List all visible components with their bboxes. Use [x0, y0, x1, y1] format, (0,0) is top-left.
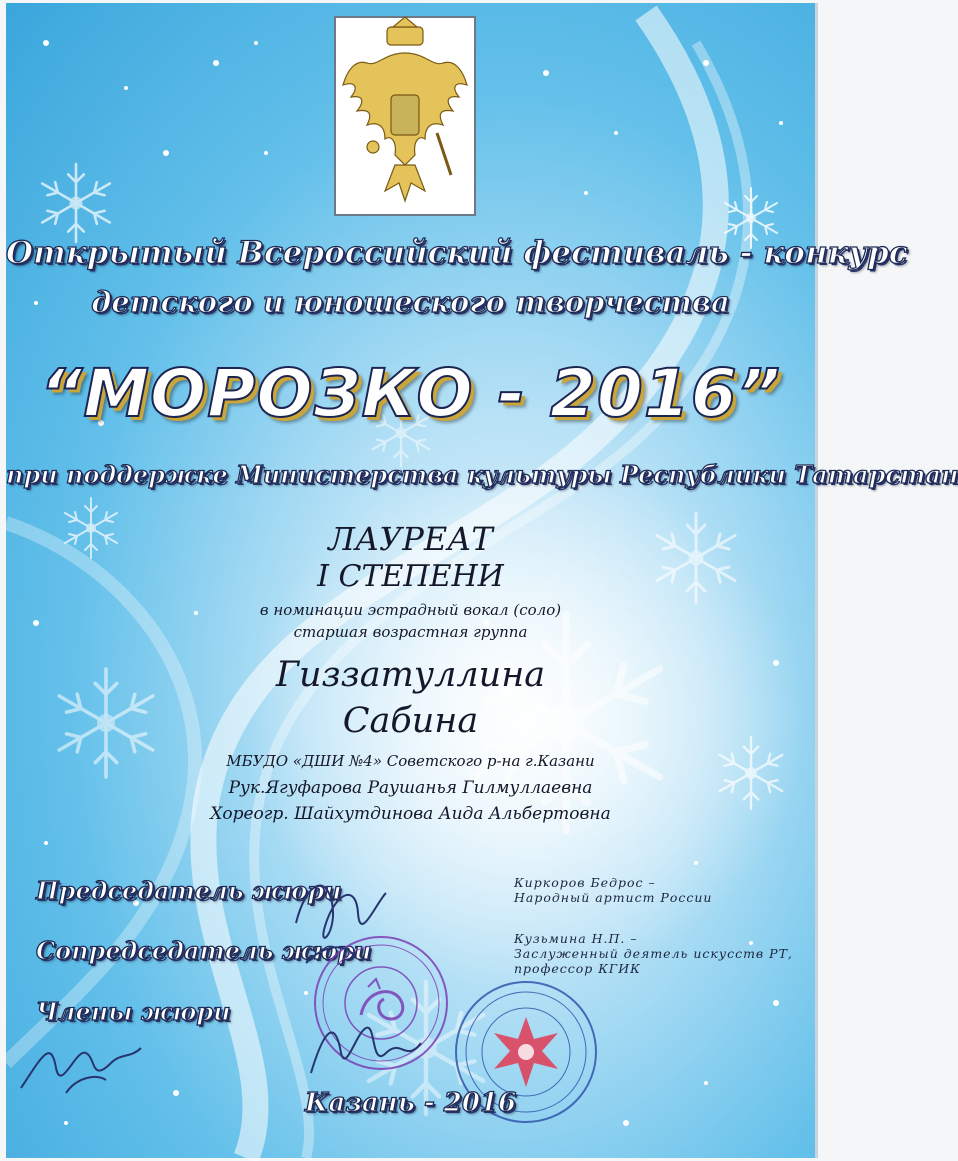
jury-cochair-label: Сопредседатель жюри [36, 936, 372, 965]
festival-line-2: детского и юношеского творчества [91, 285, 730, 319]
jury-member-1-title: Народный артист России [514, 890, 713, 905]
coat-of-arms-emblem [333, 15, 477, 217]
snowflake [42, 164, 110, 242]
recipient-first-name: Сабина [342, 701, 479, 741]
city-year: Казань - 2016 [304, 1088, 517, 1118]
festival-name: “МОРОЗКО - 2016” [39, 355, 782, 432]
jury-member-1-name: Киркоров Бедрос – [514, 875, 656, 890]
recipient-surname: Гиззатуллина [275, 655, 546, 695]
jury-chair-label: Председатель жюри [36, 876, 342, 905]
signature-chair [286, 863, 396, 973]
jury-member-2-title-line1: Заслуженный деятель искусств РТ, [514, 946, 793, 961]
school-name: МБУДО «ДШИ №4» Советского р-на г.Казани [226, 752, 595, 770]
jury-members-label: Члены жюри [36, 997, 231, 1026]
choreographer-name: Хореогр. Шайхутдинова Аида Альбертовна [210, 804, 611, 824]
support-line: при поддержке Министерства культуры Республики Татарстан [6, 460, 958, 489]
jury-member-2 [514, 931, 793, 976]
age-group: старшая возрастная группа [293, 623, 528, 641]
jury-member-2-name: Кузьмина Н.П. – [514, 931, 638, 946]
certificate [6, 3, 958, 1158]
festival-line-1: Открытый Всероссийский фестиваль - конкурс [6, 235, 908, 271]
signature-member-2 [16, 1018, 146, 1098]
award-title: ЛАУРЕАТ [328, 520, 493, 558]
signature-member [306, 1013, 426, 1083]
jury-member-1 [514, 875, 712, 905]
jury-member-2-title-line2: профессор КГИК [514, 961, 641, 976]
award-degree: I СТЕПЕНИ [317, 559, 504, 594]
leader-name: Рук.Ягуфарова Раушанья Гилмуллаевна [228, 778, 593, 798]
nomination: в номинации эстрадный вокал (соло) [259, 601, 562, 619]
